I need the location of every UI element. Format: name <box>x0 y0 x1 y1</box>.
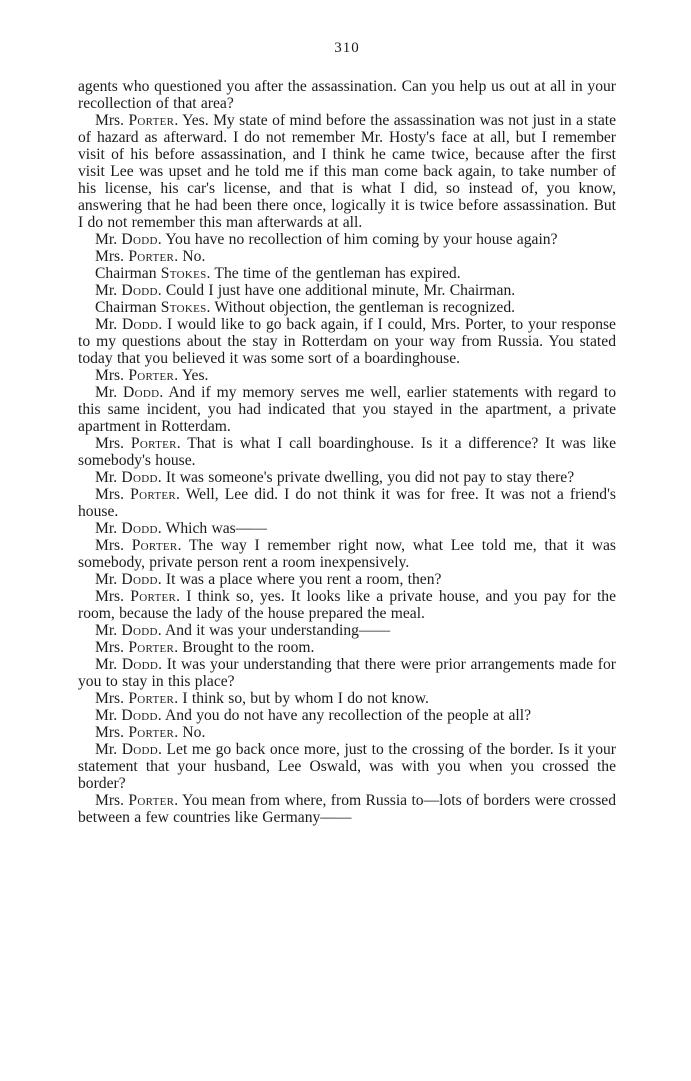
paragraph-text: . Which was—— <box>157 520 267 537</box>
transcript-paragraph <box>78 656 616 690</box>
transcript-paragraph <box>78 78 616 112</box>
transcript-paragraph <box>78 588 616 622</box>
paragraph-text: Mr. <box>95 571 122 588</box>
paragraph-text: Mr. <box>95 520 122 537</box>
speaker-name: Dodd <box>121 469 158 486</box>
paragraph-text: . And it was your understanding—— <box>157 622 391 639</box>
speaker-name: Porter <box>130 588 177 605</box>
paragraph-text: . Well, Lee did. I do not think it was for free. It was not a friend's house. <box>78 486 616 520</box>
paragraph-text: Mrs. <box>95 537 132 554</box>
paragraph-text: Mr. <box>95 741 122 758</box>
transcript-paragraph <box>78 520 616 537</box>
speaker-name: Dodd <box>121 571 158 588</box>
speaker-name: Dodd <box>121 231 158 248</box>
transcript-paragraph <box>78 724 616 741</box>
page-number: 310 <box>334 40 360 56</box>
paragraph-text: . Could I just have one additional minute, Mr. Chairman. <box>157 282 516 299</box>
speaker-name: Porter <box>128 792 175 809</box>
speaker-name: Porter <box>128 248 175 265</box>
paragraph-text: Mrs. <box>95 588 131 605</box>
paragraph-text: Mr. <box>95 384 124 401</box>
paragraph-text: Mrs. <box>95 690 129 707</box>
paragraph-text: . Brought to the room. <box>174 639 315 656</box>
transcript-paragraph <box>78 792 616 826</box>
paragraph-text: . It was a place where you rent a room, then? <box>157 571 442 588</box>
transcript-paragraph <box>78 622 616 639</box>
speaker-name: Porter <box>128 690 175 707</box>
transcript-paragraph <box>78 367 616 384</box>
paragraph-text: Mr. <box>95 282 122 299</box>
paragraph-text: . No. <box>174 724 206 741</box>
speaker-name: Stokes <box>160 299 207 316</box>
transcript-paragraph <box>78 537 616 571</box>
speaker-name: Stokes <box>160 265 207 282</box>
speaker-name: Porter <box>130 435 177 452</box>
speaker-name: Porter <box>128 367 175 384</box>
paragraph-text: Mrs. <box>95 248 129 265</box>
paragraph-text: . I think so, yes. It looks like a private house, and you pay for the room, because the lady of the house prepared the meal. <box>78 588 617 622</box>
speaker-name: Porter <box>128 724 175 741</box>
paragraph-text: Mrs. <box>95 435 131 452</box>
speaker-name: Porter <box>128 639 175 656</box>
paragraph-text: Mrs. <box>95 367 129 384</box>
paragraph-text: . Let me go back once more, just to the crossing of the border. Is it your statement that your husband, Lee Oswald, was with you when you crossed the border? <box>78 741 616 792</box>
paragraph-text: . It was your understanding that there were prior arrangements made for you to stay in this place? <box>78 656 616 690</box>
speaker-name: Dodd <box>121 707 158 724</box>
transcript-paragraph <box>78 707 616 724</box>
paragraph-text: . It was someone's private dwelling, you did not pay to stay there? <box>157 469 575 486</box>
speaker-name: Dodd <box>121 656 159 673</box>
paragraph-text: . Without objection, the gentleman is recognized. <box>206 299 516 316</box>
paragraph-text: . The time of the gentleman has expired. <box>206 265 461 282</box>
paragraph-text: Mr. <box>95 316 122 333</box>
speaker-name: Dodd <box>121 520 158 537</box>
paragraph-text: . The way I remember right now, what Lee told me, that it was somebody, private person rent a room inexpensively. <box>78 537 616 571</box>
transcript-paragraph <box>78 571 616 588</box>
paragraph-text: . I would like to go back again, if I could, Mrs. Porter, to your response to my questions about the stay in Rotterdam on your way from Russia. You stated today that you believed it was some sort of a boardinghouse. <box>78 316 616 367</box>
transcript-paragraph <box>78 435 616 469</box>
transcript-paragraph <box>78 741 616 792</box>
transcript-paragraph <box>78 486 616 520</box>
transcript-paragraph <box>78 231 616 248</box>
paragraph-text: Mrs. <box>95 724 129 741</box>
paragraph-text: . No. <box>174 248 206 265</box>
speaker-name: Dodd <box>121 282 158 299</box>
transcript-body <box>78 78 616 826</box>
transcript-paragraph <box>78 112 616 231</box>
paragraph-text: Mr. <box>95 469 122 486</box>
transcript-paragraph <box>78 469 616 486</box>
transcript-paragraph <box>78 690 616 707</box>
transcript-paragraph <box>78 639 616 656</box>
paragraph-text: . Yes. <box>174 367 209 384</box>
paragraph-text: Mrs. <box>95 639 129 656</box>
speaker-name: Dodd <box>123 384 160 401</box>
speaker-name: Porter <box>130 486 176 503</box>
transcript-paragraph <box>78 282 616 299</box>
paragraph-text: Mr. <box>95 707 122 724</box>
transcript-paragraph <box>78 299 616 316</box>
paragraph-text: . Yes. My state of mind before the assassination was not just in a state of hazard as afterward. I do not remember Mr. Hosty's face at all, but I remember visit of his before assassination, and I think he came twice, because after the first visit Lee was upset and he told me if this man come back again, to take number of his license, his car's license, and that is what I did, so instead of, you know, answering that he had been there once, logically it is twice before assassination. But I do not remember this man afterwards at all. <box>78 112 616 231</box>
speaker-name: Dodd <box>121 622 158 639</box>
paragraph-text: Mrs. <box>95 792 129 809</box>
paragraph-text: . That is what I call boardinghouse. Is it a difference? It was like somebody's house. <box>78 435 617 469</box>
paragraph-text: . And if my memory serves me well, earlier statements with regard to this same incident, you had indicated that you stayed in the apartment, a private apartment in Rotterdam. <box>78 384 616 435</box>
paragraph-text: . And you do not have any recollection of the people at all? <box>157 707 532 724</box>
transcript-paragraph <box>78 384 616 435</box>
transcript-paragraph <box>78 265 616 282</box>
paragraph-text: Mrs. <box>95 486 131 503</box>
paragraph-text: . You mean from where, from Russia to—lots of borders were crossed between a few countries like Germany—— <box>78 792 616 826</box>
transcript-paragraph <box>78 248 616 265</box>
paragraph-text: agents who questioned you after the assassination. Can you help us out at all in your recollection of that area? <box>78 78 616 112</box>
paragraph-text: Chairman <box>95 299 161 316</box>
speaker-name: Dodd <box>121 316 159 333</box>
speaker-name: Dodd <box>121 741 159 758</box>
speaker-name: Porter <box>131 537 178 554</box>
paragraph-text: . You have no recollection of him coming by your house again? <box>157 231 558 248</box>
transcript-paragraph <box>78 316 616 367</box>
paragraph-text: Mr. <box>95 622 122 639</box>
paragraph-text: Mrs. <box>95 112 129 129</box>
paragraph-text: . I think so, but by whom I do not know. <box>174 690 429 707</box>
paragraph-text: Chairman <box>95 265 161 282</box>
speaker-name: Porter <box>128 112 175 129</box>
paragraph-text: Mr. <box>95 231 122 248</box>
paragraph-text: Mr. <box>95 656 122 673</box>
